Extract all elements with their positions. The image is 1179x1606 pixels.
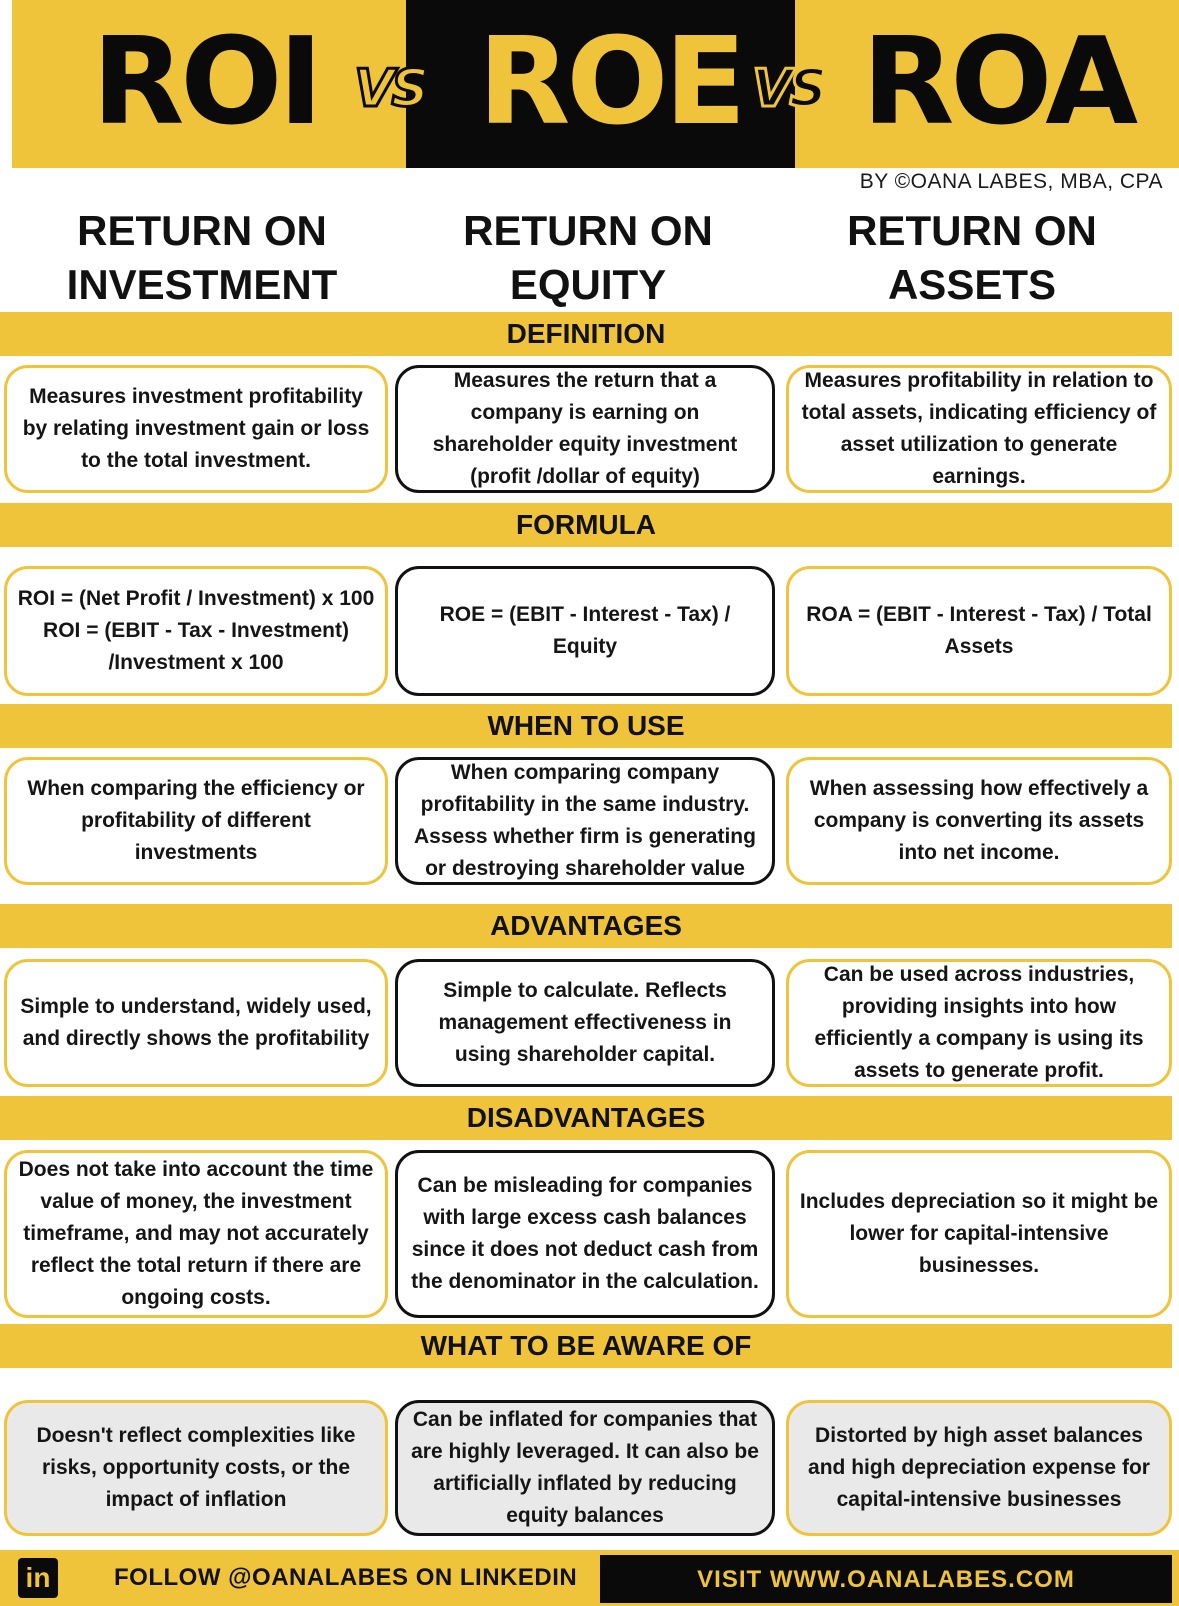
column-heading-line: RETURN ON: [77, 207, 327, 254]
column-heading-line: INVESTMENT: [66, 261, 338, 308]
column-heading-line: ASSETS: [887, 261, 1057, 308]
column-heading-roe: [398, 204, 778, 312]
cell-definition-roe: Measures the return that a company is earning on shareholder equity investment (profit /dollar of equity): [395, 365, 775, 493]
vs-badge: VS: [354, 59, 426, 119]
cell-formula-roa: ROA = (EBIT - Interest - Tax) / Total Assets: [786, 566, 1172, 696]
title-roi: ROI: [92, 13, 320, 152]
website-link[interactable]: VISIT WWW.OANALABES.COM: [697, 1566, 1075, 1593]
cell-advantages-roe: Simple to calculate. Reflects management effectiveness in using shareholder capital.: [395, 959, 775, 1087]
cell-when-roi: When comparing the efficiency or profitability of different investments: [4, 757, 388, 885]
column-heading-line: RETURN ON: [847, 207, 1097, 254]
column-heading-roa: [782, 204, 1162, 312]
cell-aware-roa: Distorted by high asset balances and high depreciation expense for capital-intensive businesses: [786, 1400, 1172, 1536]
cell-definition-roa: Measures profitability in relation to total assets, indicating efficiency of asset utilization to generate earnings.: [786, 365, 1172, 493]
cell-advantages-roi: Simple to understand, widely used, and directly shows the profitability: [4, 959, 388, 1087]
follow-linkedin-link[interactable]: FOLLOW @OANALABES ON LINKEDIN: [114, 1564, 578, 1591]
linkedin-icon[interactable]: in: [18, 1558, 58, 1598]
byline: BY ©OANA LABES, MBA, CPA: [859, 170, 1163, 193]
cell-definition-roi: Measures investment profitability by relating investment gain or loss to the total investment.: [4, 365, 388, 493]
column-heading-line: RETURN ON: [463, 207, 713, 254]
cell-aware-roe: Can be inflated for companies that are highly leveraged. It can also be artificially inflated by reducing equity balances: [395, 1400, 775, 1536]
column-heading-roi: [12, 204, 392, 312]
section-band-advantages: ADVANTAGES: [0, 904, 1172, 948]
title-roe: ROE: [478, 13, 743, 152]
cell-disadvantages-roa: Includes depreciation so it might be lower for capital-intensive businesses.: [786, 1150, 1172, 1318]
section-band-when-to-use: WHEN TO USE: [0, 704, 1172, 748]
cell-disadvantages-roe: Can be misleading for companies with large excess cash balances since it does not deduct cash from the denominator in the calculation.: [395, 1150, 775, 1318]
cell-when-roe: When comparing company profitability in the same industry. Assess whether firm is generating or destroying shareholder value: [395, 757, 775, 885]
cell-formula-roi: ROI = (Net Profit / Investment) x 100 ROI = (EBIT - Tax - Investment) /Investment x 100: [4, 566, 388, 696]
cell-formula-roe: ROE = (EBIT - Interest - Tax) / Equity: [395, 566, 775, 696]
column-heading-line: EQUITY: [509, 261, 667, 308]
section-band-formula: FORMULA: [0, 503, 1172, 547]
section-band-definition: DEFINITION: [0, 312, 1172, 356]
section-band-disadvantages: DISADVANTAGES: [0, 1096, 1172, 1140]
cell-disadvantages-roi: Does not take into account the time value of money, the investment timeframe, and may not accurately reflect the total return if there are ongoing costs.: [4, 1150, 388, 1318]
title-roa: ROA: [862, 13, 1135, 152]
section-band-aware: WHAT TO BE AWARE OF: [0, 1324, 1172, 1368]
cell-aware-roi: Doesn't reflect complexities like risks, opportunity costs, or the impact of inflation: [4, 1400, 388, 1536]
cell-advantages-roa: Can be used across industries, providing insights into how efficiently a company is using its assets to generate profit.: [786, 959, 1172, 1087]
cell-when-roa: When assessing how effectively a company is converting its assets into net income.: [786, 757, 1172, 885]
vs-badge: VS: [752, 59, 824, 119]
